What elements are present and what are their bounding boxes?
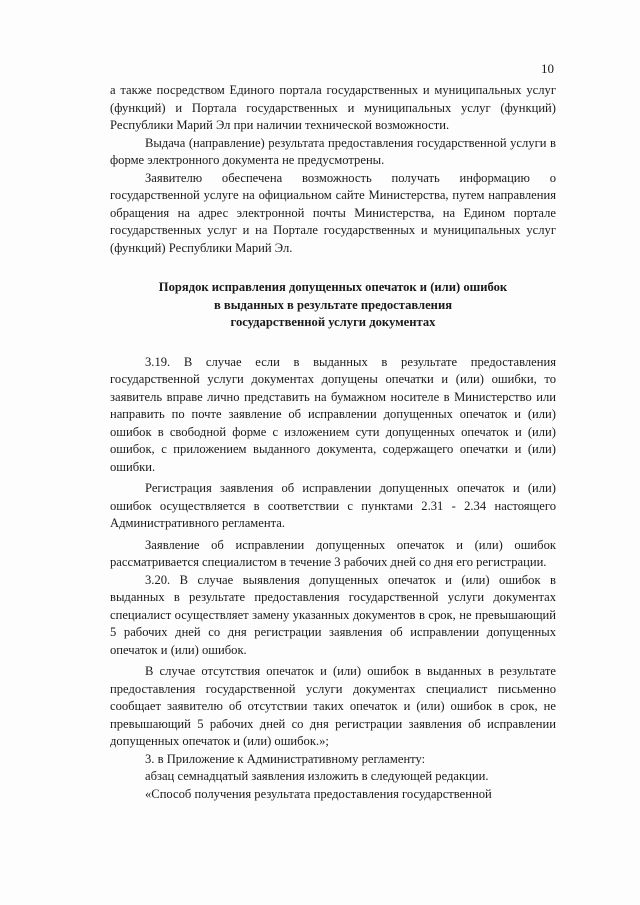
document-body (110, 82, 556, 803)
heading-line: государственной услуги документах (230, 315, 436, 329)
paragraph: а также посредством Единого портала государственных и муниципальных услуг (функций) и Портала государственных и муниципальных услуг (функций) Республики Марий Эл при наличии технической возможности. (110, 83, 556, 132)
paragraph: 3. в Приложение к Административному регламенту: (145, 751, 426, 766)
page-number: 10 (541, 61, 554, 76)
top-paragraphs (110, 82, 556, 257)
paragraph: Выдача (направление) результата предоставления государственной услуги в форме электронного документа не предусмотрены. (110, 135, 556, 167)
paragraph: абзац семнадцатый заявления изложить в следующей редакции. (145, 769, 489, 783)
paragraph: Заявителю обеспечена возможность получать информацию о государственной услуге на официальном сайте Министерства, путем направления обращения на адрес электронной почты Министерства, на Едином портале государственных услуг и на Портале государственных и муниципальных услуг (функций) Республики Марий Эл. (110, 170, 556, 255)
heading-line: в выданных в результате предоставления (213, 297, 453, 312)
paragraph: 3.19. В случае если в выданных в результате предоставления государственной услуги документах допущены опечатки и (или) ошибки, то заявитель вправе лично представить на бумажном носителе в Министерство или направить по почте заявление об исправлении допущенных опечаток и (или) ошибок в свободной форме с изложением сути допущенных опечаток и (или) ошибок, с приложением выданного документа, содержащего опечатки и (или) ошибки. (110, 354, 556, 474)
section-heading (110, 279, 556, 332)
paragraph: 3.20. В случае выявления допущенных опечаток и (или) ошибок в выданных в результате предоставления государственной услуги документах специалист осуществляет замену указанных документов в срок, не превышающий 5 рабочих дней со дня регистрации заявления об исправлении допущенных опечаток и (или) ошибок. (110, 572, 556, 657)
heading-line: Порядок исправления допущенных опечаток и (или) ошибок (158, 280, 508, 294)
bottom-paragraphs (110, 354, 556, 804)
paragraph: «Способ получения результата предоставления государственной (145, 786, 492, 801)
paragraph: Регистрация заявления об исправлении допущенных опечаток и (или) ошибок осуществляется в соответствии с пунктами 2.31 - 2.34 настоящего Административного регламента. (110, 481, 556, 530)
paragraph: В случае отсутствия опечаток и (или) ошибок в выданных в результате предоставления государственной услуги документах специалист письменно сообщает заявителю об отсутствии таких опечаток и (или) ошибок в срок, не превышающий 5 рабочих дней со дня регистрации заявления об исправлении допущенных опечаток и (или) ошибок.»; (110, 664, 556, 748)
paragraph: Заявление об исправлении допущенных опечаток и (или) ошибок рассматривается специалистом в течение 3 рабочих дней со дня его регистрации. (110, 537, 556, 569)
